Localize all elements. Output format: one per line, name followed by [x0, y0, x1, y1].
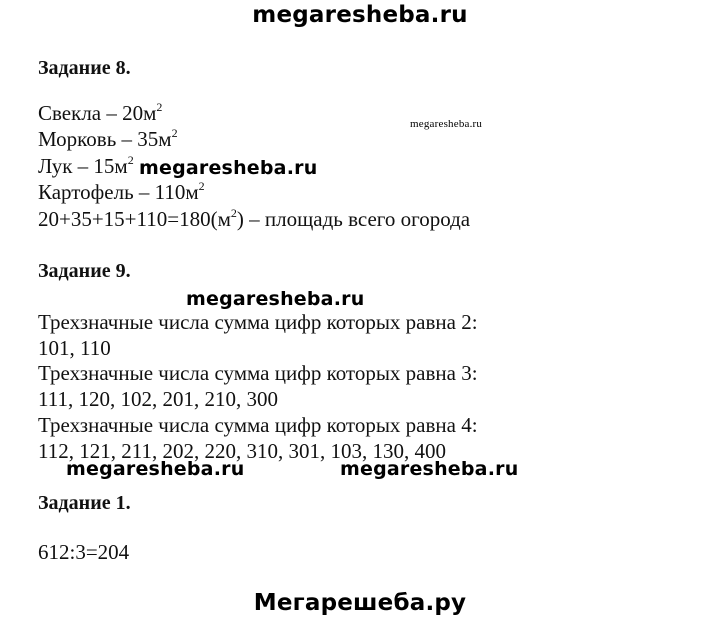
- task9-line-4: 111, 120, 102, 201, 210, 300: [38, 387, 278, 411]
- task8-line-2: Морковь – $35м^2$: [38, 126, 178, 151]
- task9-heading: Задание 9.: [38, 260, 131, 282]
- task8-line-3: Лук – $15м^2$: [38, 153, 134, 178]
- task1-heading: Задание 1.: [38, 492, 131, 514]
- task9-line-2: 101, 110: [38, 336, 111, 360]
- watermark-top: megaresheba.ru: [252, 2, 468, 28]
- task9-line-3: Трехзначные числа сумма цифр которых равна 3:: [38, 361, 478, 385]
- task9-line-1: Трехзначные числа сумма цифр которых равна 2:: [38, 310, 478, 334]
- task9-line-6: 112, 121, 211, 202, 220, 310, 301, 103, 130, 400: [38, 439, 446, 463]
- task8-heading: Задание 8.: [38, 57, 131, 79]
- task9-line-5: Трехзначные числа сумма цифр которых равна 4:: [38, 413, 478, 437]
- watermark-small: megaresheba.ru: [410, 118, 483, 130]
- watermark-bottom: Мегарешеба.ру: [253, 590, 467, 616]
- watermark-mid-2: megaresheba.ru: [186, 288, 365, 310]
- watermark-mid-1: megaresheba.ru: [139, 157, 318, 179]
- watermark-mid-3a: megaresheba.ru: [66, 458, 245, 480]
- task8-line-5: $20+35+15+110=180(м^2)$ – площадь всего огорода: [38, 206, 471, 231]
- task1-line: 612:3=204: [38, 540, 130, 564]
- task8-line-4: Картофель – $110м^2$: [38, 179, 205, 204]
- task8-line-1: Свекла – $20м^2$: [38, 100, 163, 125]
- watermark-mid-3b: megaresheba.ru: [340, 458, 519, 480]
